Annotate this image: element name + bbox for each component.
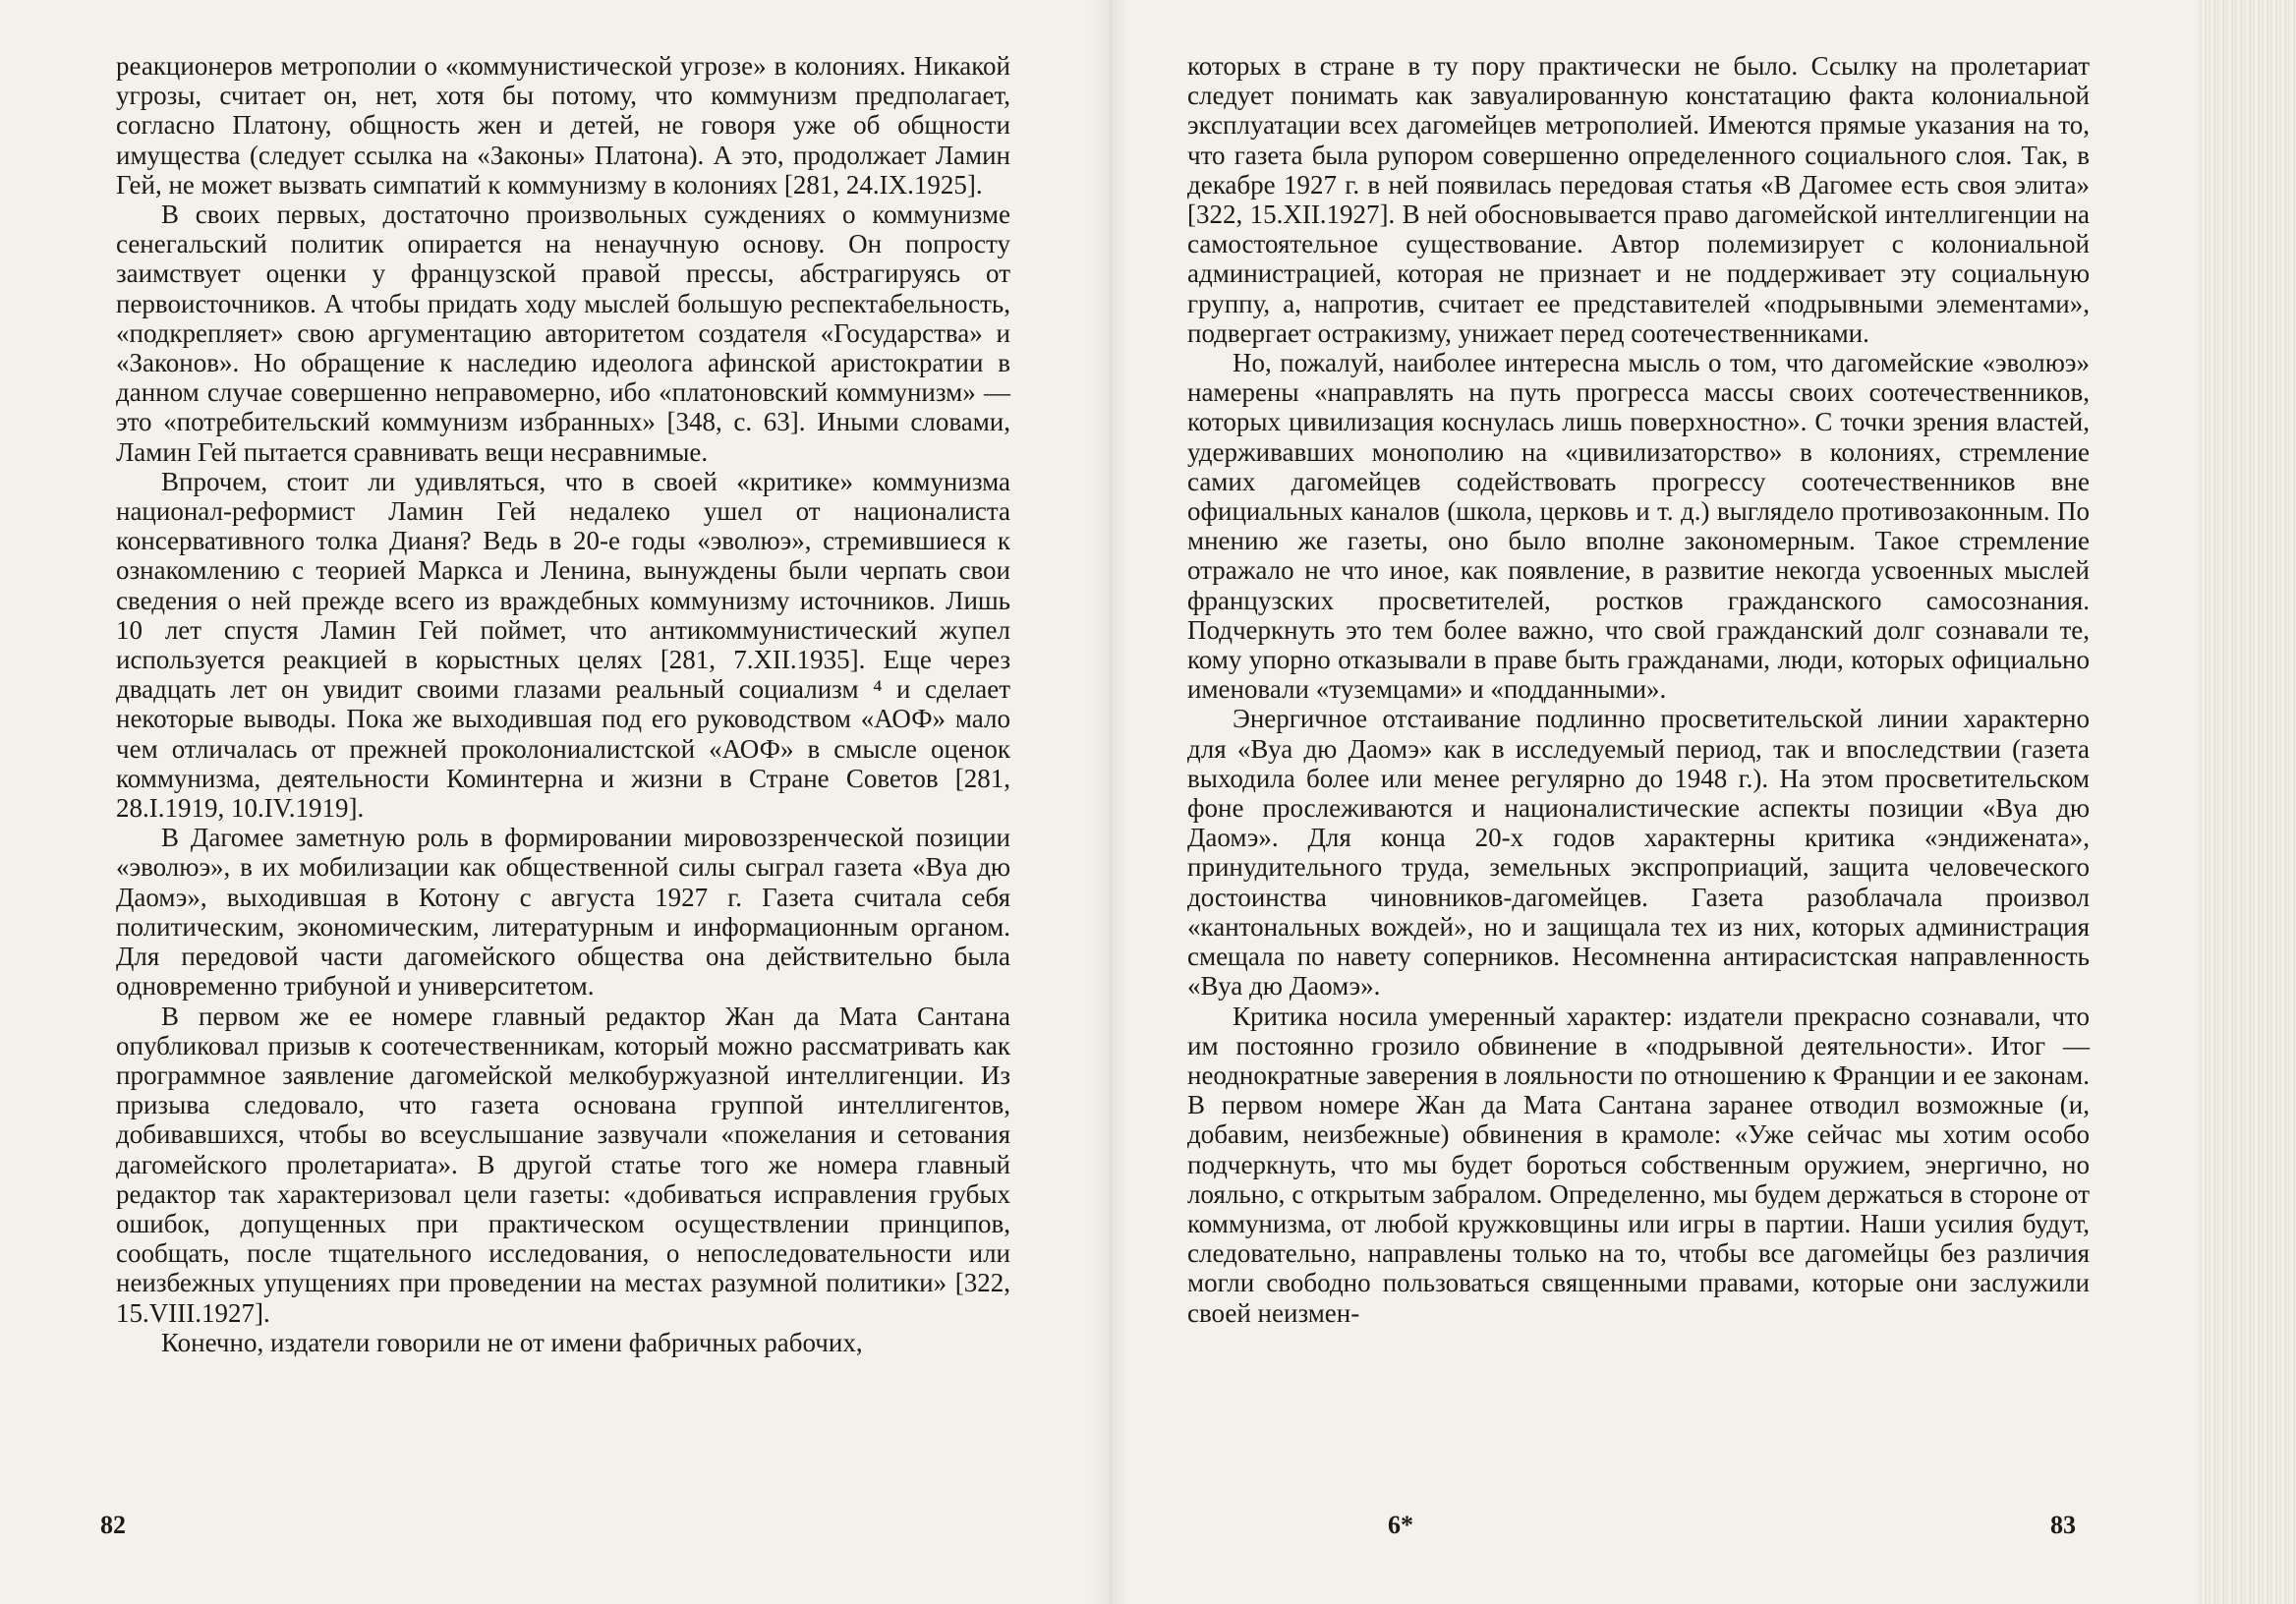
page-stack-edge bbox=[2198, 0, 2296, 1604]
left-page bbox=[116, 51, 1010, 1357]
paragraph: которых в стране в ту пору практически не было. Ссылку на пролетариат следует понимать как завуалированную констатацию факта колониальной эксплуатации всех дагомейцев метрополией. Имеются прямые указания на то, что газета была рупором совершенно определенного социального слоя. Так, в декабре 1927 г. в ней появилась передовая статья «В Дагомее есть своя элита» [322, 15.XII.1927]. В ней обосновывается право дагомейской интеллигенции на самостоятельное существование. Автор полемизирует с колониальной администрацией, которая не признает и не поддерживает эту социальную группу, а, напротив, считает ее представителей «подрывными элементами», подвергает остракизму, унижает перед соотечественниками. bbox=[1187, 51, 2090, 348]
paragraph: Энергичное отстаивание подлинно просветительской линии характерно для «Вуа дю Даомэ» как в исследуемый период, так и впоследствии (газета выходила более или менее регулярно до 1948 г.). На этом просветительском фоне прослеживаются и националистические аспекты позиции «Вуа дю Даомэ». Для конца 20-х годов характерны критика «эндижената», принудительного труда, земельных экспроприаций, защита человеческого достоинства чиновников-дагомейцев. Газета разоблачала произвол «кантональных вождей», но и защищала тех из них, которых администрация смещала по навету соперников. Несомненна антирасистская направленность «Вуа дю Даомэ». bbox=[1187, 704, 2090, 1002]
page-number-right: 83 bbox=[2050, 1511, 2076, 1539]
paragraph: В Дагомее заметную роль в формировании мировоззренческой позиции «эволюэ», в их мобилизации как общественной силы сыграл газета «Вуа дю Даомэ», выходившая в Котону с августа 1927 г. Газета считала себя политическим, экономическим, литературным и информационным органом. Для передовой части дагомейского общества она действительно была одновременно трибуной и университетом. bbox=[116, 823, 1010, 1002]
paragraph: реакционеров метрополии о «коммунистической угрозе» в колониях. Никакой угрозы, считает он, нет, хотя бы потому, что коммунизм предполагает, согласно Платону, общность жен и детей, не говоря уже об общности имущества (следует ссылка на «Законы» Платона). А это, продолжает Ламин Гей, не может вызвать симпатий к коммунизму в колониях [281, 24.IX.1925]. bbox=[116, 51, 1010, 200]
paragraph: В первом же ее номере главный редактор Жан да Мата Сантана опубликовал призыв к соотечественникам, который можно рассматривать как программное заявление дагомейской мелкобуржуазной интеллигенции. Из призыва следовало, что газета основана группой интеллигентов, добивавшихся, чтобы во всеуслышание зазвучали «пожелания и сетования дагомейского пролетариата». В другой статье того же номера главный редактор так характеризовал цели газеты: «добиваться исправления грубых ошибок, допущенных при практическом осуществлении принципов, сообщать, после тщательного исследования, о непоследовательности или неизбежных упущениях при проведении на местах разумной политики» [322, 15.VIII.1927]. bbox=[116, 1001, 1010, 1328]
right-page bbox=[1187, 51, 2090, 1328]
left-page-text bbox=[116, 51, 1010, 1357]
book-gutter bbox=[1091, 0, 1130, 1604]
signature-mark: 6* bbox=[1388, 1511, 1413, 1539]
paragraph: Конечно, издатели говорили не от имени фабричных рабочих, bbox=[161, 1327, 863, 1357]
page-number-left: 82 bbox=[100, 1511, 126, 1539]
paragraph: Впрочем, стоит ли удивляться, что в своей «критике» коммунизма национал-реформист Ламин Гей недалеко ушел от националиста консервативного толка Дианя? Ведь в 20-е годы «эволюэ», стремившиеся к ознакомлению с теорией Маркса и Ленина, вынуждены были черпать свои сведения о ней прежде всего из враждебных коммунизму источников. Лишь 10 лет спустя Ламин Гей поймет, что антикоммунистический жупел используется реакцией в корыстных целях [281, 7.XII.1935]. Еще через двадцать лет он увидит своими глазами реальный социализм ⁴ и сделает некоторые выводы. Пока же выходившая под его руководством «АОФ» мало чем отличалась от прежней проколониалистской «АОФ» в смысле оценок коммунизма, деятельности Коминтерна и жизни в Стране Советов [281, 28.I.1919, 10.IV.1919]. bbox=[116, 466, 1010, 824]
paragraph: Но, пожалуй, наиболее интересна мысль о том, что дагомейские «эволюэ» намерены «направлять на путь прогресса массы своих соотечественников, которых цивилизация коснулась лишь поверхностно». С точки зрения властей, удерживавших монополию на «цивилизаторство» в колониях, стремление самих дагомейцев содействовать прогрессу соотечественников вне официальных каналов (школа, церковь и т. д.) выглядело противозаконным. По мнению же газеты, оно было вполне закономерным. Такое стремление отражало не что иное, как появление, в развитие некогда усвоенных мыслей французских просветителей, ростков гражданского самосознания. Подчеркнуть это тем более важно, что свой гражданский долг сознавали те, кому упорно отказывали в праве быть гражданами, люди, которых официально именовали «туземцами» и «подданными». bbox=[1187, 348, 2090, 705]
paragraph: Критика носила умеренный характер: издатели прекрасно сознавали, что им постоянно грозило обвинение в «подрывной деятельности». Итог — неоднократные заверения в лояльности по отношению к Франции и ее законам. В первом номере Жан да Мата Сантана заранее отводил возможные (и, добавим, неизбежные) обвинения в крамоле: «Уже сейчас мы хотим особо подчеркнуть, что мы будет бороться собственным оружием, энергично, но лояльно, с открытым забралом. Определенно, мы будем держаться в стороне от коммунизма, от любой кружковщины или игры в партии. Наши усилия будут, следовательно, направлены только на то, чтобы все дагомейцы без различия могли свободно пользоваться священными правами, которые они заслужили своей неизмен- bbox=[1187, 1001, 2090, 1328]
right-page-text bbox=[1187, 51, 2090, 1328]
paragraph: В своих первых, достаточно произвольных суждениях о коммунизме сенегальский политик опирается на ненаучную основу. Он попросту заимствует оценки у французской правой прессы, абстрагируясь от первоисточников. А чтобы придать ходу мыслей большую респектабельность, «подкрепляет» свою аргументацию авторитетом создателя «Государства» и «Законов». Но обращение к наследию идеолога афинской аристократии в данном случае совершенно неправомерно, ибо «платоновский коммунизм» — это «потребительский коммунизм избранных» [348, с. 63]. Иными словами, Ламин Гей пытается сравнивать вещи несравнимые. bbox=[116, 200, 1010, 467]
